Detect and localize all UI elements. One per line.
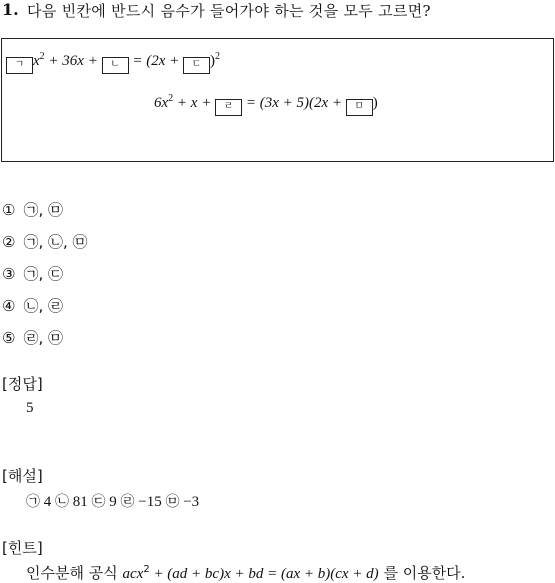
choice-5[interactable] (2, 327, 63, 348)
solution-value: 4 (43, 494, 52, 510)
eq2-term-c: = (3x + 5)(2x + (242, 95, 346, 111)
choice-3[interactable] (2, 263, 63, 284)
hint-body (26, 562, 465, 583)
solution-mark: ㉣ (120, 494, 135, 510)
blank-digeut: ㄷ (183, 57, 210, 74)
blank-nieun: ㄴ (102, 57, 129, 74)
solution-label: [해설] (2, 467, 43, 485)
solution-mark: ㉢ (91, 494, 106, 510)
eq1-term-d: ) (209, 53, 215, 69)
choice-2[interactable] (2, 231, 88, 252)
choice-4[interactable] (2, 295, 63, 316)
eq1-exponent-2: 2 (214, 51, 220, 62)
equation-1 (6, 51, 220, 74)
answer-label: [정답] (2, 375, 43, 393)
choice-text: ㉡, ㉣ (23, 297, 63, 315)
choice-text: ㉠, ㉡, ㉤ (23, 233, 88, 251)
choice-number: ③ (2, 265, 16, 283)
blank-giyeok: ㄱ (6, 57, 33, 74)
eq1-term-c: = (2x + (128, 53, 183, 69)
blank-mieum: ㅁ (346, 99, 373, 116)
eq2-term-a: 6x (154, 95, 169, 111)
solution-mark: ㉤ (165, 494, 180, 510)
answer-value: 5 (26, 400, 34, 416)
hint-prefix: 인수분해 공식 (26, 564, 123, 582)
choice-number: ① (2, 201, 16, 219)
hint-formula-b: + (ad + bc)x + bd = (ax + b)(cx + d) (149, 566, 379, 582)
solution-mark: ㉠ (26, 494, 40, 510)
choice-text: ㉠, ㉢ (23, 265, 63, 283)
solution-value: 81 (72, 494, 88, 510)
solution-body (26, 491, 199, 511)
solution-value: −15 (138, 494, 162, 510)
hint-formula-a: acx (122, 566, 144, 582)
equation-2 (154, 93, 378, 116)
eq1-term-a: x (33, 53, 40, 69)
eq2-term-b: + x + (173, 95, 216, 111)
question-number: 1. (2, 0, 19, 19)
eq2-exponent: 2 (168, 93, 174, 104)
choice-number: ② (2, 233, 16, 251)
choice-number: ④ (2, 297, 16, 315)
hint-label: [힌트] (2, 539, 43, 557)
solution-mark: ㉡ (55, 494, 69, 510)
blank-rieul: ㄹ (215, 99, 242, 116)
question-text: 다음 빈칸에 반드시 음수가 들어가야 하는 것을 모두 고르면? (27, 2, 431, 20)
solution-value: −3 (183, 494, 200, 510)
choice-number: ⑤ (2, 329, 16, 347)
eq2-term-d: ) (372, 95, 378, 111)
choice-1[interactable] (2, 199, 63, 220)
hint-exponent: 2 (143, 564, 150, 575)
solution-value: 9 (109, 494, 117, 510)
choice-text: ㉣, ㉤ (23, 329, 63, 347)
choice-text: ㉠, ㉤ (23, 201, 63, 219)
eq1-term-b: + 36x + (44, 53, 102, 69)
hint-suffix: 를 이용한다. (378, 564, 466, 582)
eq1-exponent: 2 (39, 51, 45, 62)
